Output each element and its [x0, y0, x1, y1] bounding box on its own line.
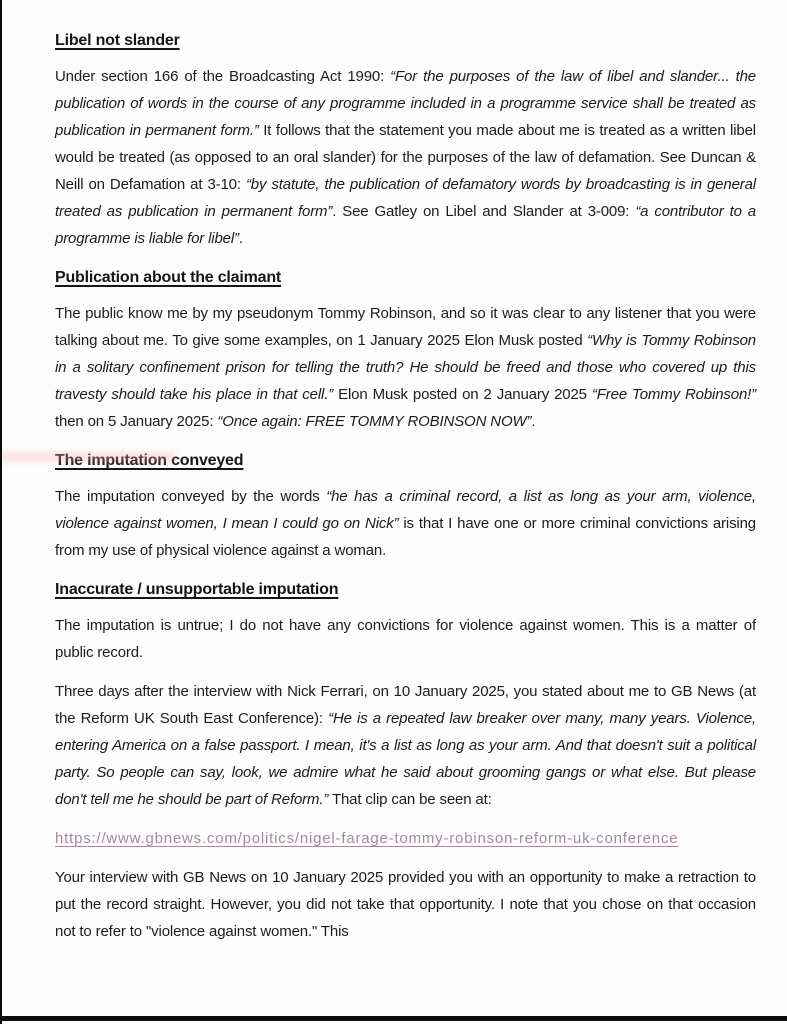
- section-heading-publication-about-claimant: Publication about the claimant: [55, 269, 282, 286]
- body-text: It follows that the statement you made about me is treated as a written libel would be treated (as opposed to an oral slander) for the purposes of the law of defamation. See Duncan & Neill on Defamation at 3-10:: [55, 122, 756, 193]
- screenshot-bottom-edge: [0, 1016, 787, 1021]
- para-imputation-untrue: [55, 612, 756, 666]
- body-text: The public know me by my pseudonym Tommy Robinson, and so it was clear to any listener that you were talking about me. To give some examples, on 1 January 2025 Elon Musk posted: [55, 305, 756, 349]
- document-body: [55, 0, 756, 957]
- gbnews-article-link-line: [55, 825, 756, 852]
- body-text: then on 5 January 2025:: [55, 413, 218, 430]
- body-text: Elon Musk posted on 2 January 2025: [333, 386, 592, 403]
- quoted-text: “a contributor to a programme is liable for libel”: [55, 203, 756, 247]
- quoted-text: “Free Tommy Robinson!”: [591, 386, 757, 403]
- body-text: is that I have one or more criminal convictions arising from my use of physical violence against a woman.: [55, 515, 756, 559]
- body-text: .: [238, 230, 243, 247]
- quoted-text: “by statute, the publication of defamatory words by broadcasting is in general treated as publication in permanent form”: [55, 176, 756, 220]
- quoted-text: “For the purposes of the law of libel and slander... the publication of words in the course of any programme included in a programme service shall be treated as publication in permanent form.”: [55, 68, 756, 139]
- quoted-text: “he has a criminal record, a list as long as your arm, violence, violence against women, I mean I could go on Nick”: [55, 488, 756, 532]
- body-text: .: [531, 413, 536, 430]
- para-gbnews-statement: [55, 678, 756, 813]
- body-text: . See Gatley on Libel and Slander at 3-009:: [332, 203, 636, 220]
- quoted-text: “Once again: FREE TOMMY ROBINSON NOW”: [217, 413, 532, 430]
- quoted-text: “He is a repeated law breaker over many, many years. Violence, entering America on a false passport. I mean, it's a list as long as your arm. And that doesn't suit a political party. So people can say, look, we admire what he said about grooming gangs or what else. But please don't tell me he should be part of Reform.”: [55, 710, 756, 808]
- para-publication-examples: [55, 300, 756, 435]
- screenshot-left-edge: [0, 0, 2, 1024]
- para-imputation-meaning: [55, 483, 756, 564]
- quoted-text: “Why is Tommy Robinson in a solitary confinement prison for telling the truth? He should be freed and those who covered up this travesty should take his place in that cell.”: [55, 332, 756, 403]
- body-text: Your interview with GB News on 10 January 2025 provided you with an opportunity to make a retraction to put the record straight. However, you did not take that opportunity. I note that you chose on that occasion not to refer to "violence against women." This: [55, 869, 756, 940]
- body-text: The imputation conveyed by the words: [55, 488, 327, 505]
- body-text: Three days after the interview with Nick Ferrari, on 10 January 2025, you stated about me to GB News (at the Reform UK South East Conference):: [55, 683, 756, 727]
- gbnews-article-link[interactable]: https://www.gbnews.com/politics/nigel-farage-tommy-robinson-reform-uk-conference: [55, 830, 679, 847]
- para-broadcasting-act: [55, 63, 756, 252]
- body-text: That clip can be seen at:: [328, 791, 492, 808]
- section-heading-imputation-conveyed: The imputation conveyed: [55, 452, 244, 469]
- section-heading-inaccurate-imputation: Inaccurate / unsupportable imputation: [55, 581, 339, 598]
- section-heading-libel-not-slander: Libel not slander: [55, 32, 180, 49]
- body-text: The imputation is untrue; I do not have any convictions for violence against women. This is a matter of public record.: [55, 617, 756, 661]
- para-no-retraction: [55, 864, 756, 945]
- body-text: Under section 166 of the Broadcasting Act 1990:: [55, 68, 391, 85]
